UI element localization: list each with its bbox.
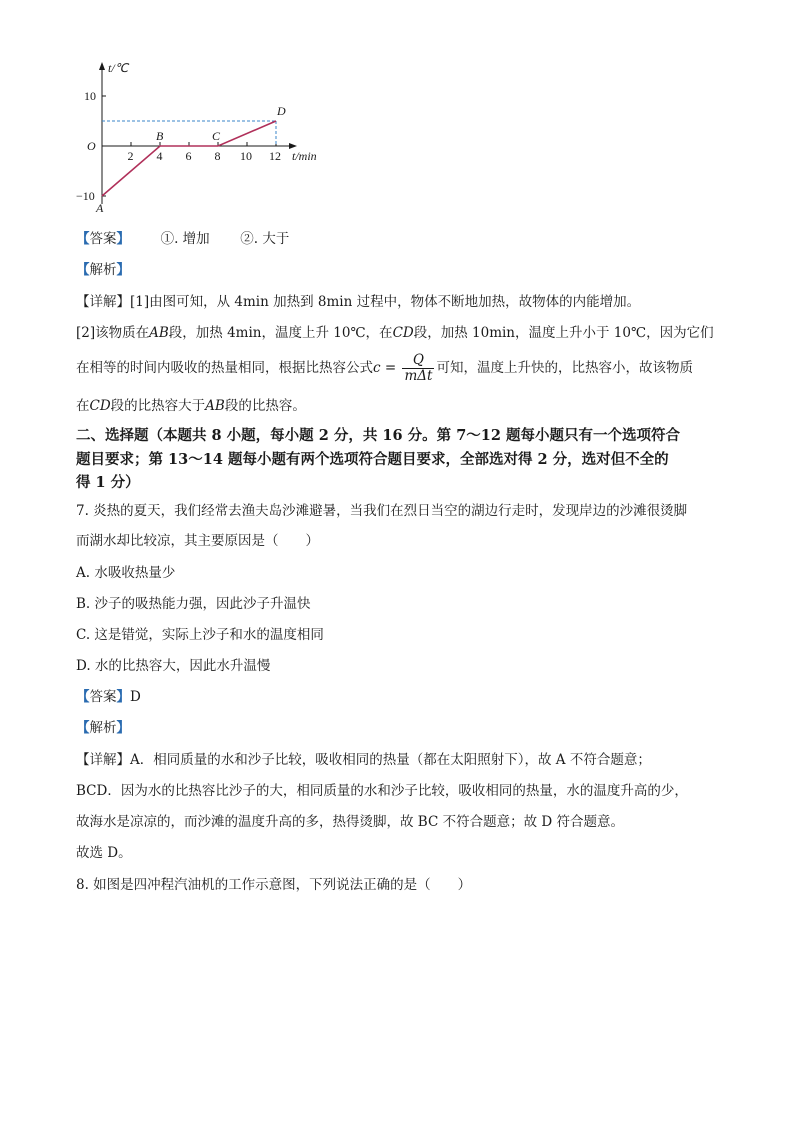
analysis-bracket-close: 】 [116, 262, 130, 278]
x-tick-label: 2 [127, 149, 134, 163]
x-tick-label: 8 [214, 149, 221, 163]
point-label: A [96, 201, 104, 212]
section-heading-line-2: 题目要求；第 13～14 题每小题有两个选项符合题目要求，全部选对得 2 分，选对但不全的 [76, 451, 669, 468]
q7-option-d: D. 水的比热容大，因此水升温慢 [76, 658, 271, 674]
q7-answer-line [76, 686, 141, 708]
detail-text-3a: 在相等的时间内吸收的热量相同，根据比热容公式 [76, 360, 373, 376]
x-axis-label: t/min [292, 149, 317, 163]
q7-analysis-bracket-open: 【 [76, 720, 90, 736]
q7-option-b: B. 沙子的吸热能力强，因此沙子升温快 [76, 596, 311, 612]
point-label: D [277, 104, 286, 118]
q7-stem-line-2: 而湖水却比较凉，其主要原因是（ ） [76, 533, 319, 549]
point-label: C [212, 129, 221, 143]
detail-text-2a: [2]该物质在 [76, 325, 150, 341]
q7-answer-bracket-close: 】 [116, 689, 130, 705]
detail-text-2c: 段，加热 10min，温度上升小于 10℃，因为它们 [413, 325, 714, 341]
detail-line-1 [76, 291, 640, 313]
q7-analysis-bracket-close: 】 [116, 720, 130, 736]
y-axis-arrow [99, 62, 105, 70]
x-tick-label: 4 [156, 149, 163, 163]
x-tick-label: 6 [185, 149, 192, 163]
q7-detail-text-1: A．相同质量的水和沙子比较，吸收相同的热量（都在太阳照射下），故 A 不符合题意； [130, 752, 651, 768]
formula-denominator: mΔt [404, 368, 433, 384]
detail-text-1: [1]由图可知，从 4min 加热到 8min 过程中，物体不断地加热，故物体的内能增加。 [130, 294, 641, 310]
detail-text-4c: 段的比热容。 [224, 398, 306, 414]
q7-detail-line-3: 故海水是凉凉的，而沙滩的温度升高的多，热得烫脚，故 BC 不符合题意；故 D 符合题意。 [76, 814, 624, 830]
answer-bracket-close: 】 [116, 231, 130, 247]
formula-numerator: Q [402, 353, 434, 369]
answer-line [76, 228, 289, 250]
answer-bracket-open: 【 [76, 231, 90, 247]
answer-label: 答案 [89, 231, 117, 247]
q7-detail-prefix: 【详解】 [76, 752, 130, 768]
q7-analysis-label: 解析 [89, 720, 117, 736]
detail-line-3 [76, 353, 693, 384]
q7-option-c: C. 这是错觉，实际上沙子和水的温度相同 [76, 627, 324, 643]
x-tick-label: 12 [269, 149, 281, 163]
detail-text-4a: 在 [76, 398, 90, 414]
analysis-label: 解析 [89, 262, 117, 278]
q7-analysis-heading [76, 717, 130, 739]
x-tick-label: 10 [240, 149, 252, 163]
q8-stem: 8. 如图是四冲程汽油机的工作示意图，下列说法正确的是（ ） [76, 877, 472, 893]
q7-answer-bracket-open: 【 [76, 689, 90, 705]
analysis-heading [76, 259, 130, 281]
detail-line-2 [76, 322, 714, 344]
y-axis-label: t/℃ [108, 61, 129, 75]
temperature-time-graph [70, 52, 340, 212]
segment-cd: CD [392, 325, 414, 341]
detail-text-3b: 可知，温度上升快的，比热容小，故该物质 [436, 360, 693, 376]
detail-text-4b: 段的比热容大于 [110, 398, 206, 414]
segment-ab-2: AB [205, 398, 225, 414]
formula-c: c [373, 360, 381, 376]
section-heading-line-3: 得 1 分） [76, 474, 140, 491]
formula-equals: = [380, 360, 401, 376]
q7-conclusion: 故选 D。 [76, 845, 132, 861]
analysis-bracket-open: 【 [76, 262, 90, 278]
q7-stem-line-1: 7. 炎热的夏天，我们经常去渔夫岛沙滩避暑，当我们在烈日当空的湖边行走时，发现岸边的沙滩很烫脚 [76, 503, 688, 519]
q7-option-a: A. 水吸收热量少 [76, 565, 176, 581]
answer-option-1: ①. 增加 [160, 231, 210, 247]
detail-text-2b: 段，加热 4min，温度上升 10℃，在 [168, 325, 393, 341]
origin-label: O [87, 139, 96, 153]
answer-option-2: ②. 大于 [240, 231, 290, 247]
segment-cd-2: CD [89, 398, 111, 414]
section-heading-line-1: 二、选择题（本题共 8 小题，每小题 2 分，共 16 分。第 7～12 题每小题只有一个选项符合 [76, 427, 681, 444]
q7-detail-line-2: BCD．因为水的比热容比沙子的大，相同质量的水和沙子比较，吸收相同的热量，水的温度升高的少， [76, 783, 688, 799]
y-tick-label: −10 [76, 189, 95, 203]
point-label: B [156, 129, 164, 143]
detail-prefix: 【详解】 [76, 294, 130, 310]
q7-detail-line-1 [76, 749, 651, 771]
segment-ab: AB [149, 325, 169, 341]
q7-answer-label: 答案 [89, 689, 117, 705]
y-tick-label: 10 [84, 89, 96, 103]
detail-line-4 [76, 395, 306, 417]
q7-answer-value: D [130, 689, 141, 705]
formula-fraction [402, 353, 434, 384]
